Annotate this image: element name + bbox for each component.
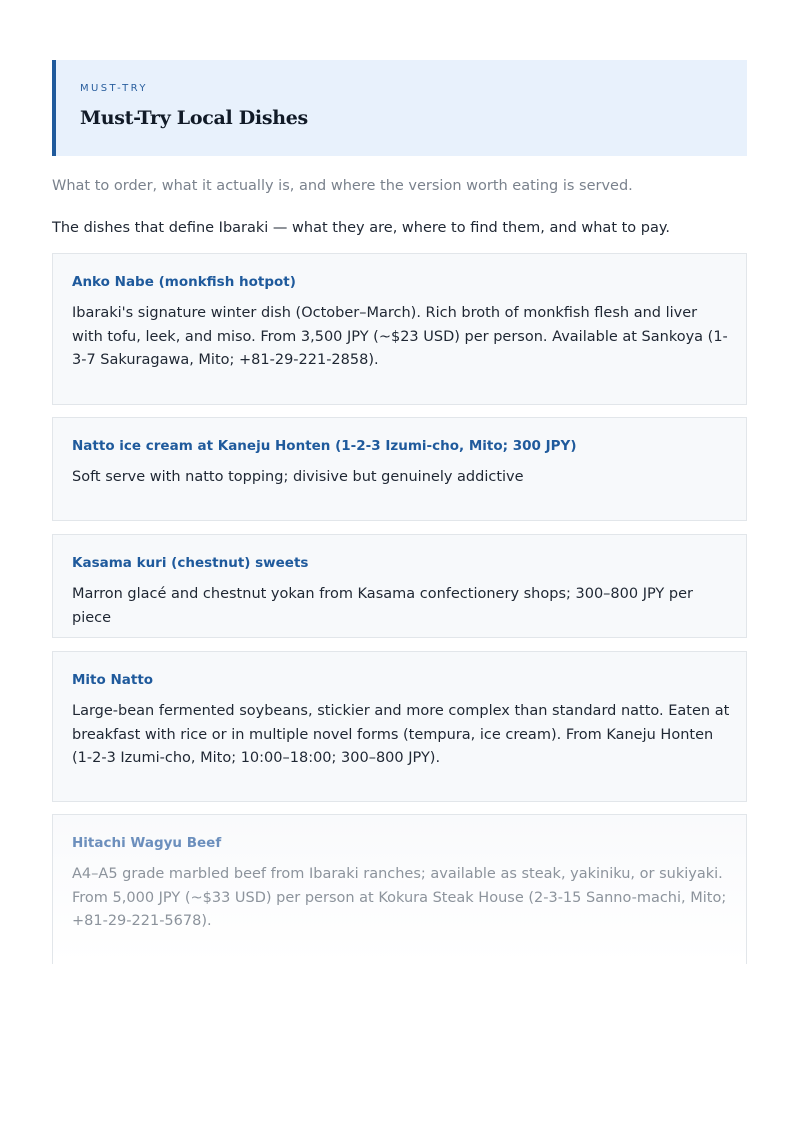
dish-title: Mito Natto <box>72 672 154 688</box>
dish-description: Marron glacé and chestnut yokan from Kasama confectionery shops; 300–800 JPY per piece <box>72 586 693 626</box>
section-intro: The dishes that define Ibaraki — what they are, where to find them, and what to pay. <box>52 220 670 236</box>
dish-card-anko-nabe <box>52 253 747 405</box>
dish-description: Large-bean fermented soybeans, stickier and more complex than standard natto. Eaten at breakfast with rice or in multiple novel forms (tempura, ice cream). From Kaneju Honten (1-2-3 Izumi-cho, Mito; 10:00–18:00; 300–800 JPY). <box>72 703 730 766</box>
section-eyebrow: MUST-TRY <box>80 83 148 94</box>
dish-title: Natto ice cream at Kaneju Honten (1-2-3 Izumi-cho, Mito; 300 JPY) <box>72 438 577 454</box>
dish-card-mito-natto <box>52 651 747 802</box>
page <box>52 60 747 929</box>
dish-description: A4–A5 grade marbled beef from Ibaraki ranches; available as steak, yakiniku, or sukiyaki. From 5,000 JPY (~$33 USD) per person at Kokura Steak House (2-3-15 Sanno-machi, Mito; +81-29-221-5678). <box>72 866 727 929</box>
dish-card-hitachi-wagyu <box>52 814 747 964</box>
dish-card-kasama-kuri <box>52 534 747 638</box>
dish-title: Anko Nabe (monkfish hotpot) <box>72 274 296 290</box>
section-title: Must-Try Local Dishes <box>80 107 308 129</box>
dish-description: Soft serve with natto topping; divisive but genuinely addictive <box>72 469 524 485</box>
section-banner <box>52 60 747 156</box>
dish-title: Kasama kuri (chestnut) sweets <box>72 555 309 571</box>
dish-description: Ibaraki's signature winter dish (October–March). Rich broth of monkfish flesh and liver with tofu, leek, and miso. From 3,500 JPY (~$23 USD) per person. Available at Sankoya (1-3-7 Sakuragawa, Mito; +81-29-221-2858). <box>72 305 728 368</box>
section-subtitle: What to order, what it actually is, and where the version worth eating is served. <box>52 178 633 194</box>
dish-card-natto-ice-cream <box>52 417 747 521</box>
dish-title: Hitachi Wagyu Beef <box>72 835 222 851</box>
